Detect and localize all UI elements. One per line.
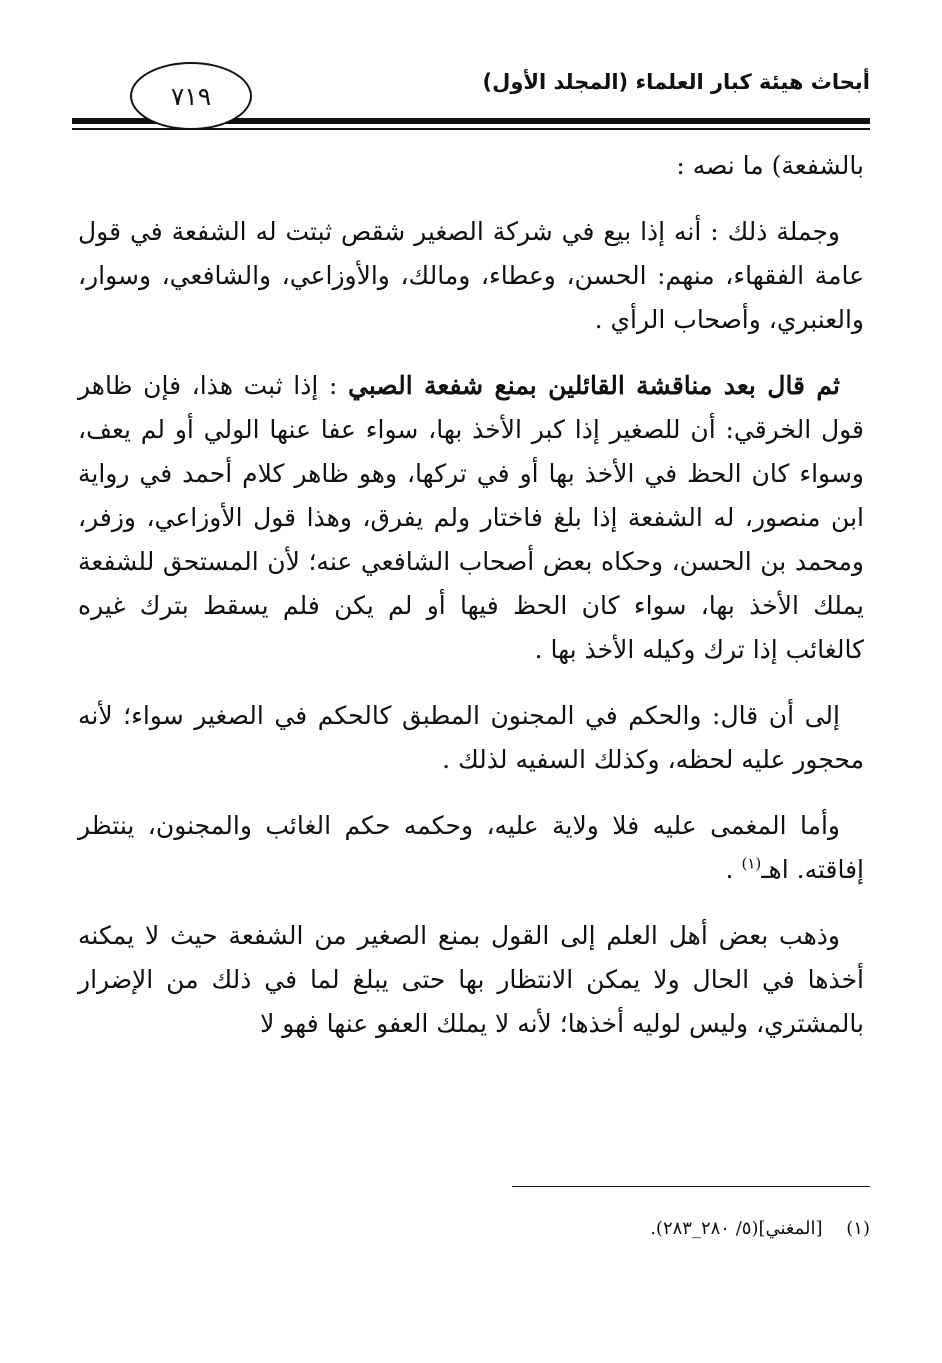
paragraph-1: وجملة ذلك : أنه إذا بيع في شركة الصغير شقص ثبتت له الشفعة في قول عامة الفقهاء، منهم: الحسن، وعطاء، ومالك، والأوزاعي، والشافعي، وسوار، والعنبري، وأصحاب الرأي . [78, 217, 864, 334]
footnote-text: [المغني](٥/ ٢٨٠_٢٨٣). [650, 1218, 823, 1239]
footnote-number: (١) [846, 1218, 870, 1239]
page-number-badge: ٧١٩ [130, 62, 252, 130]
paragraph-4-end: . [725, 855, 742, 884]
paragraph-2-text: : إذا ثبت هذا، فإن ظاهر قول الخرقي: أن للصغير إذا كبر الأخذ بها، سواء عفا عنها الولي أو لم يعف، وسواء كان الحظ في الأخذ بها أو في تركها، وهو ظاهر كلام أحمد في رواية ابن منصور، له الشفعة إذا بلغ فاختار ولم يفرق، وهذا قول الأوزاعي، وزفر، ومحمد بن الحسن، وحكاه بعض أصحاب الشافعي عنه؛ لأن المستحق للشفعة يملك الأخذ بها، سواء كان الحظ فيها أو لم يكن فلم يسقط بترك غيره كالغائب إذا ترك وكيله الأخذ بها . [78, 371, 864, 664]
paragraph-0: بالشفعة) ما نصه : [676, 151, 864, 180]
paragraph-4-text: وأما المغمى عليه فلا ولاية عليه، وحكمه حكم الغائب والمجنون، ينتظر إفاقته. اهـ [78, 811, 864, 884]
paragraph-2-lead: ثم قال بعد مناقشة القائلين بمنع شفعة الصبي [348, 371, 840, 400]
paragraph-2 [78, 364, 864, 672]
footnote-reference[interactable]: (١) [741, 854, 762, 873]
footnote [650, 1218, 870, 1239]
footnote-rule [512, 1186, 870, 1187]
paragraph-3: إلى أن قال: والحكم في المجنون المطبق كالحكم في الصغير سواء؛ لأنه محجور عليه لحظه، وكذلك السفيه لذلك . [78, 701, 864, 774]
running-header: أبحاث هيئة كبار العلماء (المجلد الأول) [482, 70, 870, 94]
paragraph-5: وذهب بعض أهل العلم إلى القول بمنع الصغير من الشفعة حيث لا يمكنه أخذها في الحال ولا يمكن الانتظار بها حتى يبلغ لما في ذلك من الإضرار بالمشتري، وليس لوليه أخذها؛ لأنه لا يملك العفو عنها فهو لا [78, 921, 864, 1038]
paragraph-4 [78, 804, 864, 892]
body-text [78, 144, 864, 1068]
